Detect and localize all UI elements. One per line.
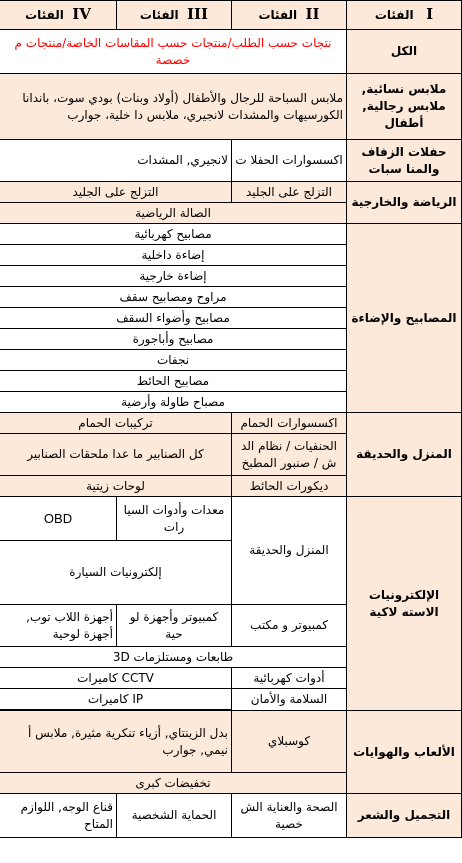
beauty-personal-protection: الحماية الشخصية <box>117 794 232 838</box>
lighting-item: إضاءة داخلية <box>0 245 347 266</box>
lighting-item: مصابيح الحائط <box>0 371 347 392</box>
category-clothing: ملابس نسائية, ملابس رجالية, أطفال <box>347 74 462 140</box>
lighting-item: إضاءة خارجية <box>0 266 347 287</box>
sports-gym: الصالة الرياضية <box>0 203 347 224</box>
home-bath-fixtures: تركيبات الحمام <box>0 413 232 434</box>
lighting-item: مصباح طاولة وأرضية <box>0 392 347 413</box>
row-clothing <box>0 74 462 140</box>
wedding-lingerie: لانجيري, المشدات <box>0 140 232 182</box>
category-electronics: الإلكترونيات الاسته لاكية <box>347 497 462 711</box>
all-value: نتجات حسب الطلب/منتجات حسب المقاسات الخاصة/منتجات م خصصة <box>0 30 347 74</box>
home-faucets: الحنفيات / نظام الد ش / صنبور المطبخ <box>232 434 347 476</box>
electronics-laptops-tablets: أجهزة اللاب توب, أجهزة لوحية <box>0 605 117 647</box>
category-sports: الرياضة والخارجية <box>347 182 462 224</box>
home-all-faucets: كل الصنابير ما عدا ملحقات الصنابير <box>0 434 232 476</box>
row-home-1 <box>0 413 462 434</box>
home-oil-paintings: لوحات زيتية <box>0 476 232 497</box>
lighting-item: مصابيح وأباجورة <box>0 329 347 350</box>
lighting-item: مصابيح وأضواء السقف <box>0 308 347 329</box>
home-wall-decor: ديكورات الحائط <box>232 476 347 497</box>
category-beauty: التجميل والشعر <box>347 794 462 838</box>
beauty-face-mask: قناع الوجه, اللوازم المتاح <box>0 794 117 838</box>
beauty-health-care: الصحة والعناية الش خصية <box>232 794 347 838</box>
category-games: الألعاب والهوايات <box>347 711 462 794</box>
row-wedding <box>0 140 462 182</box>
header-row <box>0 1 462 30</box>
electronics-car-electronics: إلكترونيات السيارة <box>0 541 232 605</box>
electronics-electrical-tools: أدوات كهربائية <box>232 668 347 689</box>
electronics-car-tools: معدات وأدوات السيا رات <box>117 497 232 541</box>
games-cosplay: كوسبلاي <box>232 711 347 773</box>
header-cell-ii: II الفئات <box>232 1 347 30</box>
sports-skiing-2: التزلج على الجليد <box>232 182 347 203</box>
electronics-home-garden: المنزل والحديقة <box>232 497 347 605</box>
header-cell-i: I الفئات <box>347 1 462 30</box>
electronics-ip-cameras: IP كاميرات <box>0 689 232 710</box>
clothing-value: ملابس السباحة للرجال والأطفال (أولاد وبنات) بودي سوت، باندانا الكورسيهات والمشدات لانجيري، ملابس دا خلية، جوارب <box>0 74 347 140</box>
header-cell-iv: IV الفئات <box>0 1 117 30</box>
row-electronics-1 <box>0 497 462 541</box>
games-big-sale: تخفيضات كبرى <box>0 773 347 794</box>
category-lighting: المصابيح والإضاءة <box>347 224 462 413</box>
row-lighting-1 <box>0 224 462 245</box>
lighting-item: نجفات <box>0 350 347 371</box>
electronics-obd: OBD <box>0 497 117 541</box>
sports-skiing-1: التزلج على الجليد <box>0 182 232 203</box>
games-costumes: بدل الزينتاي, أزياء تنكرية مثيرة, ملابس أ نيمي, جوارب <box>0 711 232 773</box>
row-beauty <box>0 794 462 838</box>
category-all: الكل <box>347 30 462 74</box>
electronics-safety: السلامة والأمان <box>232 689 347 711</box>
row-games-1 <box>0 711 462 773</box>
electronics-computer-office: كمبيوتر و مكتب <box>232 605 347 647</box>
lighting-item: مصابيح كهربائية <box>0 224 347 245</box>
category-home: المنزل والحديقة <box>347 413 462 497</box>
electronics-cctv: CCTV كاميرات <box>0 668 232 689</box>
electronics-computers-tablets: كمبيوتر وأجهزة لو حية <box>117 605 232 647</box>
header-cell-iii: III الفئات <box>117 1 232 30</box>
wedding-accessories: اكسسوارات الحفلا ت <box>232 140 347 182</box>
home-bath-accessories: اكسسوارات الحمام <box>232 413 347 434</box>
row-sports-1 <box>0 182 462 203</box>
electronics-3d-printers: طابعات ومستلزمات 3D <box>0 647 347 668</box>
lighting-item: مراوح ومصابيح سقف <box>0 287 347 308</box>
row-all <box>0 30 462 74</box>
category-wedding: حفلات الزفاف والمنا سبات <box>347 140 462 182</box>
